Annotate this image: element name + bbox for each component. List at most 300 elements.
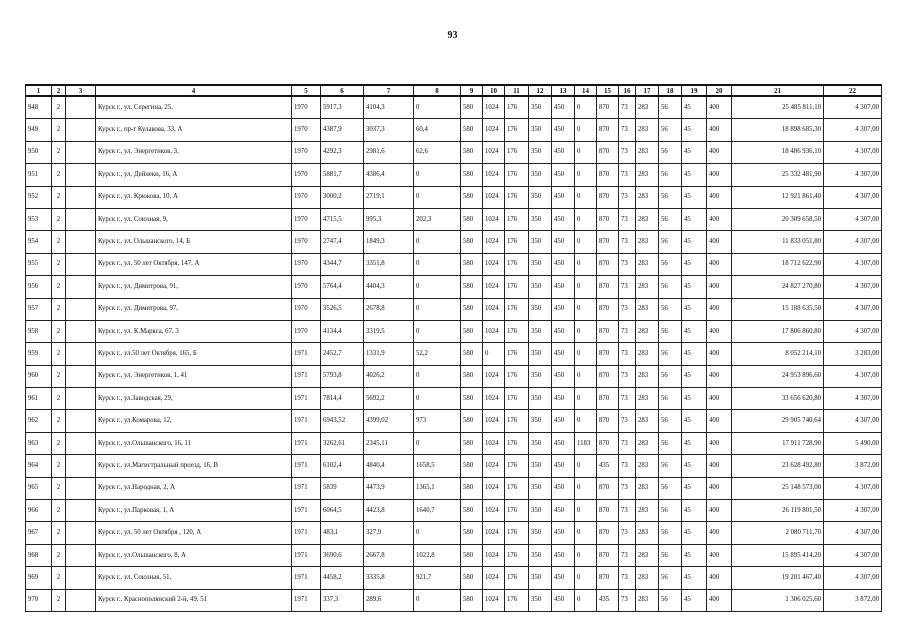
table-cell: 2 (52, 500, 66, 522)
table-cell (66, 544, 96, 566)
table-cell: 350 (529, 119, 552, 141)
table-row (26, 320, 882, 342)
table-cell: 1971 (292, 365, 321, 387)
address-cell: Курск г., ул.Комарова, 12, (96, 410, 292, 432)
table-cell: 870 (597, 477, 619, 499)
column-header-4: 4 (96, 85, 292, 96)
table-cell: 450 (552, 432, 575, 454)
table-cell: 2 (52, 343, 66, 365)
table-cell: 870 (597, 186, 619, 208)
table-cell (66, 320, 96, 342)
table-cell: 4 307,00 (824, 388, 882, 410)
table-cell: 73 (619, 320, 636, 342)
table-cell: 1970 (292, 119, 321, 141)
table-cell: 176 (505, 164, 529, 186)
table-cell: 56 (659, 589, 682, 611)
table-cell: 2 (52, 544, 66, 566)
table-cell: 1024 (483, 186, 505, 208)
table-cell: 400 (707, 343, 732, 365)
table-cell: 176 (505, 231, 529, 253)
table-cell: 0 (414, 253, 461, 275)
table-cell: 1971 (292, 567, 321, 589)
table-cell: 870 (597, 320, 619, 342)
table-cell (66, 253, 96, 275)
table-cell: 1024 (483, 544, 505, 566)
table-cell: 4 307,00 (824, 567, 882, 589)
table-cell: 450 (552, 119, 575, 141)
table-cell: 580 (461, 231, 483, 253)
table-cell: 283 (636, 477, 659, 499)
table-cell: 73 (619, 253, 636, 275)
table-cell: 4 307,00 (824, 365, 882, 387)
table-cell: 400 (707, 589, 732, 611)
table-cell: 1970 (292, 253, 321, 275)
table-cell: 4 307,00 (824, 96, 882, 119)
address-cell: Курск г., ул. Энергетиков, 1, 41 (96, 365, 292, 387)
table-cell: 4 307,00 (824, 522, 882, 544)
table-cell: 45 (682, 208, 707, 230)
table-cell: 350 (529, 141, 552, 163)
table-cell: 0 (575, 500, 597, 522)
table-cell: 4 307,00 (824, 276, 882, 298)
table-cell: 580 (461, 276, 483, 298)
table-cell: 176 (505, 477, 529, 499)
column-header-17: 17 (636, 85, 659, 96)
table-cell: 73 (619, 231, 636, 253)
table-cell: 350 (529, 320, 552, 342)
table-cell: 0 (575, 343, 597, 365)
table-cell: 56 (659, 320, 682, 342)
table-cell: 0 (575, 253, 597, 275)
table-cell: 3690,6 (321, 544, 364, 566)
table-cell (66, 410, 96, 432)
table-cell: 0 (414, 522, 461, 544)
table-cell: 1024 (483, 119, 505, 141)
table-cell: 400 (707, 410, 732, 432)
table-cell (66, 500, 96, 522)
table-cell: 961 (26, 388, 52, 410)
table-row (26, 388, 882, 410)
table-cell: 2 (52, 455, 66, 477)
table-cell: 19 201 467,40 (732, 567, 824, 589)
table-cell: 0 (414, 164, 461, 186)
table-cell: 56 (659, 500, 682, 522)
table-cell: 176 (505, 141, 529, 163)
table-cell: 3351,8 (364, 253, 414, 275)
table-cell: 450 (552, 276, 575, 298)
table-cell: 5881,7 (321, 164, 364, 186)
column-header-8: 8 (414, 85, 461, 96)
table-cell: 20 309 658,50 (732, 208, 824, 230)
table-cell: 960 (26, 365, 52, 387)
table-cell: 4 307,00 (824, 186, 882, 208)
table-cell: 870 (597, 343, 619, 365)
table-cell: 73 (619, 522, 636, 544)
table-cell: 400 (707, 522, 732, 544)
table-cell: 450 (552, 141, 575, 163)
table-cell (66, 432, 96, 454)
table-row (26, 164, 882, 186)
table-cell: 450 (552, 567, 575, 589)
table-cell: 0 (575, 186, 597, 208)
table-cell: 870 (597, 253, 619, 275)
table-cell: 350 (529, 477, 552, 499)
table-cell: 29 905 740,64 (732, 410, 824, 432)
table-cell: 1970 (292, 141, 321, 163)
table-cell: 400 (707, 567, 732, 589)
address-cell: Курск г., пр-т Кулакова, 33, А (96, 119, 292, 141)
table-cell: 870 (597, 298, 619, 320)
table-cell (66, 455, 96, 477)
table-cell: 56 (659, 455, 682, 477)
table-cell: 1970 (292, 298, 321, 320)
table-cell: 15 188 635,50 (732, 298, 824, 320)
table-cell: 400 (707, 119, 732, 141)
address-cell: Курск г., ул. Серегина, 25, (96, 96, 292, 119)
table-cell: 56 (659, 477, 682, 499)
table-cell: 176 (505, 253, 529, 275)
table-cell: 73 (619, 276, 636, 298)
table-cell: 4404,3 (364, 276, 414, 298)
table-cell: 450 (552, 231, 575, 253)
table-cell: 4104,3 (364, 96, 414, 119)
table-cell: 0 (575, 164, 597, 186)
table-cell: 963 (26, 432, 52, 454)
table-cell: 1024 (483, 164, 505, 186)
table-cell: 327,9 (364, 522, 414, 544)
table-cell: 400 (707, 320, 732, 342)
table-cell: 580 (461, 298, 483, 320)
table-cell: 0 (575, 141, 597, 163)
table-cell: 0 (575, 320, 597, 342)
table-cell: 56 (659, 388, 682, 410)
table-cell (66, 567, 96, 589)
table-cell: 0 (483, 343, 505, 365)
table-cell: 176 (505, 208, 529, 230)
table-cell: 45 (682, 298, 707, 320)
table-cell: 483,1 (321, 522, 364, 544)
table-cell: 2 (52, 186, 66, 208)
table-cell: 45 (682, 477, 707, 499)
table-cell: 2345,11 (364, 432, 414, 454)
table-cell: 45 (682, 388, 707, 410)
table-cell: 450 (552, 522, 575, 544)
table-cell: 450 (552, 96, 575, 119)
table-cell: 1024 (483, 477, 505, 499)
table-cell: 176 (505, 276, 529, 298)
table-row (26, 208, 882, 230)
table-cell: 350 (529, 388, 552, 410)
table-cell: 283 (636, 298, 659, 320)
table-cell: 2 (52, 365, 66, 387)
table-cell: 435 (597, 589, 619, 611)
table-cell: 450 (552, 477, 575, 499)
table-cell: 73 (619, 432, 636, 454)
table-cell: 283 (636, 141, 659, 163)
column-header-16: 16 (619, 85, 636, 96)
table-cell: 450 (552, 410, 575, 432)
table-cell: 176 (505, 186, 529, 208)
table-row (26, 141, 882, 163)
table-cell: 400 (707, 544, 732, 566)
table-cell: 0 (575, 455, 597, 477)
table-cell: 3 283,00 (824, 343, 882, 365)
table-cell: 1024 (483, 208, 505, 230)
table-cell: 2 (52, 164, 66, 186)
table-cell: 5793,8 (321, 365, 364, 387)
table-cell: 2 (52, 589, 66, 611)
table-cell: 4473,9 (364, 477, 414, 499)
table-cell: 1024 (483, 388, 505, 410)
table-cell: 0 (575, 544, 597, 566)
column-header-13: 13 (552, 85, 575, 96)
table-cell: 1365,1 (414, 477, 461, 499)
table-cell: 400 (707, 186, 732, 208)
table-cell: 2 (52, 141, 66, 163)
table-cell: 3335,8 (364, 567, 414, 589)
table-row (26, 455, 882, 477)
table-cell: 969 (26, 567, 52, 589)
address-cell: Курск г., ул.Ольшанского, 16, 11 (96, 432, 292, 454)
table-cell: 0 (575, 231, 597, 253)
table-cell: 580 (461, 410, 483, 432)
table-cell: 2 (52, 208, 66, 230)
table-row (26, 186, 882, 208)
table-row (26, 544, 882, 566)
table-cell: 283 (636, 253, 659, 275)
address-cell: Курск г., ул. Крюкова, 10, А (96, 186, 292, 208)
table-cell: 4 307,00 (824, 477, 882, 499)
table-cell: 56 (659, 96, 682, 119)
table-cell: 0 (575, 298, 597, 320)
table-cell (66, 164, 96, 186)
table-cell: 450 (552, 500, 575, 522)
address-cell: Курск г., ул.Народная, 2, А (96, 477, 292, 499)
table-cell: 2 (52, 119, 66, 141)
table-cell (66, 343, 96, 365)
table-cell: 1024 (483, 410, 505, 432)
table-cell: 400 (707, 253, 732, 275)
table-cell: 73 (619, 477, 636, 499)
table-cell: 4399,02 (364, 410, 414, 432)
table-cell: 2667,8 (364, 544, 414, 566)
table-row (26, 432, 882, 454)
table-cell: 2 (52, 298, 66, 320)
column-header-22: 22 (824, 85, 882, 96)
table-cell: 1024 (483, 231, 505, 253)
table-cell: 1024 (483, 567, 505, 589)
table-cell: 1971 (292, 589, 321, 611)
table-cell: 4 307,00 (824, 141, 882, 163)
table-cell: 60,4 (414, 119, 461, 141)
table-cell: 870 (597, 410, 619, 432)
table-cell: 870 (597, 365, 619, 387)
table-cell: 4386,4 (364, 164, 414, 186)
table-cell: 26 119 801,50 (732, 500, 824, 522)
table-cell: 4 307,00 (824, 119, 882, 141)
table-cell: 4 307,00 (824, 410, 882, 432)
table-cell: 56 (659, 186, 682, 208)
table-cell: 45 (682, 253, 707, 275)
table-cell: 350 (529, 432, 552, 454)
table-cell: 56 (659, 208, 682, 230)
table-row (26, 276, 882, 298)
table-cell: 33 656 620,80 (732, 388, 824, 410)
address-cell: Курск г., ул. К.Маркса, 67, 3 (96, 320, 292, 342)
address-cell: Курск г., ул.Парковая, 1, А (96, 500, 292, 522)
table-cell: 176 (505, 298, 529, 320)
table-cell: 11 833 051,80 (732, 231, 824, 253)
table-cell: 45 (682, 276, 707, 298)
table-cell: 870 (597, 522, 619, 544)
table-cell: 0 (414, 298, 461, 320)
table-row (26, 522, 882, 544)
column-header-9: 9 (461, 85, 483, 96)
table-cell: 970 (26, 589, 52, 611)
table-cell: 2719,1 (364, 186, 414, 208)
table-cell: 283 (636, 186, 659, 208)
table-cell: 1971 (292, 388, 321, 410)
table-cell: 450 (552, 388, 575, 410)
table-cell: 1971 (292, 477, 321, 499)
table-cell: 0 (414, 231, 461, 253)
table-cell: 0 (414, 320, 461, 342)
table-cell: 954 (26, 231, 52, 253)
table-cell: 580 (461, 500, 483, 522)
table-cell: 400 (707, 231, 732, 253)
table-cell: 0 (575, 388, 597, 410)
table-cell: 52,2 (414, 343, 461, 365)
table-cell: 1971 (292, 410, 321, 432)
table-cell: 289,6 (364, 589, 414, 611)
address-cell: Курск г., ул. Дейнеки, 16, А (96, 164, 292, 186)
table-cell: 400 (707, 208, 732, 230)
table-cell: 56 (659, 522, 682, 544)
table-cell: 0 (414, 276, 461, 298)
table-cell: 450 (552, 544, 575, 566)
address-cell: Курск г., ул. Энергетиков, 3, (96, 141, 292, 163)
column-header-3: 3 (66, 85, 96, 96)
table-cell: 24 827 270,80 (732, 276, 824, 298)
table-cell: 1970 (292, 208, 321, 230)
table-cell: 958 (26, 320, 52, 342)
table-cell: 1971 (292, 500, 321, 522)
table-cell: 3 872,00 (824, 455, 882, 477)
table-cell: 73 (619, 567, 636, 589)
table-cell: 4 307,00 (824, 164, 882, 186)
table-cell: 870 (597, 164, 619, 186)
table-cell: 955 (26, 253, 52, 275)
table-cell: 580 (461, 477, 483, 499)
column-header-5: 5 (292, 85, 321, 96)
table-cell: 283 (636, 589, 659, 611)
table-cell: 2678,8 (364, 298, 414, 320)
table-cell: 921,7 (414, 567, 461, 589)
table-cell: 0 (414, 589, 461, 611)
column-header-20: 20 (707, 85, 732, 96)
table-cell: 1971 (292, 455, 321, 477)
table-cell: 0 (414, 432, 461, 454)
table-cell: 283 (636, 343, 659, 365)
column-header-6: 6 (321, 85, 364, 96)
table-cell: 4 307,00 (824, 208, 882, 230)
table-cell: 1970 (292, 276, 321, 298)
table-row (26, 96, 882, 119)
address-cell: Курск г., ул. Димитрова, 97, (96, 298, 292, 320)
table-cell: 951 (26, 164, 52, 186)
table-cell (66, 477, 96, 499)
table-cell: 0 (575, 477, 597, 499)
table-cell: 4026,2 (364, 365, 414, 387)
table-cell: 0 (575, 522, 597, 544)
table-cell: 176 (505, 589, 529, 611)
table-cell: 580 (461, 141, 483, 163)
table-cell: 2 (52, 432, 66, 454)
table-cell (66, 365, 96, 387)
table-cell: 17 806 860,80 (732, 320, 824, 342)
table-cell: 350 (529, 276, 552, 298)
address-cell: Курск г., ул. 50 лет Октября , 120, А (96, 522, 292, 544)
table-cell: 350 (529, 455, 552, 477)
table-cell: 4292,3 (321, 141, 364, 163)
table-cell (66, 119, 96, 141)
table-cell: 0 (575, 208, 597, 230)
table-cell: 73 (619, 365, 636, 387)
table-cell: 2 (52, 96, 66, 119)
table-cell: 45 (682, 455, 707, 477)
table-cell: 1970 (292, 231, 321, 253)
table-cell: 73 (619, 119, 636, 141)
table-cell: 2452,7 (321, 343, 364, 365)
table-cell: 956 (26, 276, 52, 298)
table-cell: 18 898 685,30 (732, 119, 824, 141)
table-cell: 350 (529, 522, 552, 544)
column-header-14: 14 (575, 85, 597, 96)
table-cell: 56 (659, 253, 682, 275)
table-cell: 0 (414, 365, 461, 387)
table-cell: 580 (461, 253, 483, 275)
table-cell: 2 (52, 231, 66, 253)
table-cell: 283 (636, 567, 659, 589)
table-cell: 73 (619, 96, 636, 119)
table-cell: 870 (597, 388, 619, 410)
table-cell: 2 (52, 567, 66, 589)
column-header-18: 18 (659, 85, 682, 96)
table-cell: 580 (461, 432, 483, 454)
table-cell: 73 (619, 164, 636, 186)
table-row (26, 231, 882, 253)
table-row (26, 253, 882, 275)
table-cell: 870 (597, 119, 619, 141)
table-cell: 45 (682, 141, 707, 163)
table-cell: 5839 (321, 477, 364, 499)
table-cell: 450 (552, 589, 575, 611)
table-cell: 350 (529, 164, 552, 186)
table-cell: 17 911 728,90 (732, 432, 824, 454)
table-cell: 176 (505, 365, 529, 387)
table-cell: 8 052 214,10 (732, 343, 824, 365)
table-cell: 45 (682, 589, 707, 611)
table-cell: 56 (659, 141, 682, 163)
table-cell: 283 (636, 119, 659, 141)
table-cell: 0 (575, 276, 597, 298)
table-cell: 400 (707, 96, 732, 119)
table-cell: 3000,2 (321, 186, 364, 208)
address-cell: Курск г., ул.Магистральный проезд, 16, В (96, 455, 292, 477)
table-cell: 580 (461, 208, 483, 230)
table-cell: 1971 (292, 343, 321, 365)
table-cell: 400 (707, 141, 732, 163)
